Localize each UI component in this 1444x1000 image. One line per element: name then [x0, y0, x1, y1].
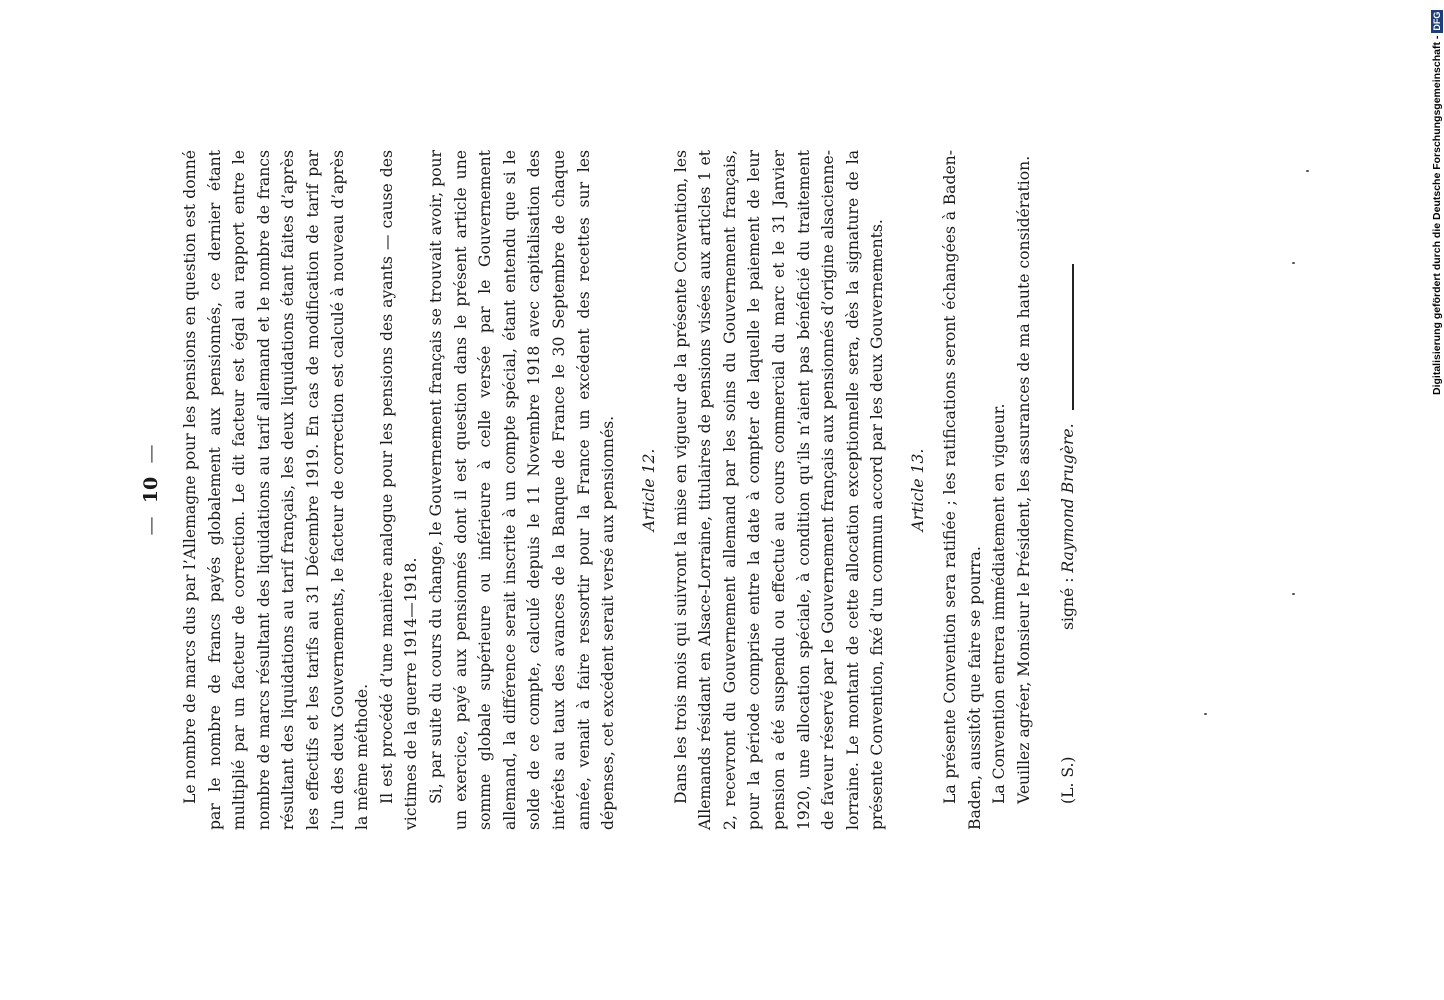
article-13-body: [938, 150, 1036, 830]
article-12-text: Dans les trois mois qui suivront la mise en vigueur de la présente Convention, les Allemands résidant en Alsace-Lorraine, titulaires de pensions visées aux articles 1 et 2, recevront du Gouvernement allemand par les soins du Gouvernement français, pour la période comprise entre la date à compter de laquelle le paiement de leur pension a été suspendu ou effectué au cours commercial du marc et le 31 Janvier 1920, une allocation spéciale, à condition qu’ils n’aient pas bénéficié du traitement de faveur réservé par le Gouvernement français aux pensionnés d’origine alsacienne-lorraine. Le montant de cette allocation exceptionnelle sera, dès la signature de la présente Convention, fixé d’un commun accord par les deux Gouvernements.: [671, 150, 887, 830]
seal-mark: (L. S.): [1059, 756, 1078, 804]
article-13-entry-into-force: La Convention entrera immédiatement en vigueur.: [990, 403, 1009, 804]
paragraph-marc-calculation: Le nombre de marcs dus par l’Allemagne pour les pensions en question est donné par le nombre de francs payés globalement aux pensionnés, ce dernier étant multiplié par un facteur de correction. Le dit facteur est égal au rapport entre le nombre de marcs résultant des liquidations au tarif allemand et le nombre de francs résultant des liquidations au tarif français, les deux liquidations étant faites d’après les effectifs et les tarifs au 31 Décembre 1919. En cas de modification de tarif par l’un des deux Gouvernements, le facteur de correction est calculé à nouveau d’après la même méthode.: [181, 150, 372, 830]
article-13-ratification: La présente Convention sera ratifiée ; les ratifications seront échangées à Baden-Baden, aussitôt que faire se pourra.: [941, 150, 984, 830]
article-13-heading: Article 13.: [909, 448, 928, 532]
page-number: [140, 150, 162, 830]
paragraph-war-victims: Il est procédé d’une manière analogue pour les pensions des ayants — cause des victimes de la guerre 1914—1918.: [377, 150, 421, 830]
scan-speck: [1292, 593, 1295, 595]
closing-rule-line: [1072, 264, 1074, 410]
funding-credit: [1430, 10, 1444, 395]
scan-speck: [1292, 262, 1295, 264]
signature-line: [1056, 423, 1081, 630]
funding-credit-text: Digitalisierung gefördert durch die Deutsche Forschungsgemeinschaft -: [1431, 35, 1443, 395]
article-13-closing-formula: Veuillez agréer, Monsieur le Président, les assurances de ma haute considération.: [1014, 155, 1033, 804]
dfg-logo: DFG: [1432, 11, 1442, 31]
page-number-dash-left: —: [140, 516, 162, 536]
scan-speck: [1204, 713, 1207, 715]
paragraph-exchange-rate: Si, par suite du cours du change, le Gouvernement français se trouvait avoir, pour un exercice, payé aux pensionnés dont il est question dans le présent article une somme globale supérieure ou inférieure à celle versée par le Gouvernement allemand, la différence serait inscrite à un compte spécial, étant entendu que si le solde de ce compte, calculé depuis le 11 Novembre 1918 avec capitalisation des intérêts au taux des avances de la Banque de France le 30 Septembre de chaque année, venait à faire ressortir pour la France un excédent des recettes sur les dépenses, cet excédent serait versé aux pensionnés.: [426, 150, 618, 830]
page-number-value: 10: [140, 476, 162, 504]
signature-block: [1056, 150, 1086, 830]
rotated-document-page: [140, 150, 1130, 830]
article-12-body: [669, 150, 890, 830]
scan-speck: [1306, 170, 1309, 172]
signed-prefix: signé :: [1059, 577, 1078, 630]
body-text: [178, 150, 621, 830]
signatory-name: Raymond Brugère.: [1059, 423, 1078, 573]
article-12-heading: Article 12.: [639, 448, 658, 532]
page-number-dash-right: —: [140, 444, 162, 464]
